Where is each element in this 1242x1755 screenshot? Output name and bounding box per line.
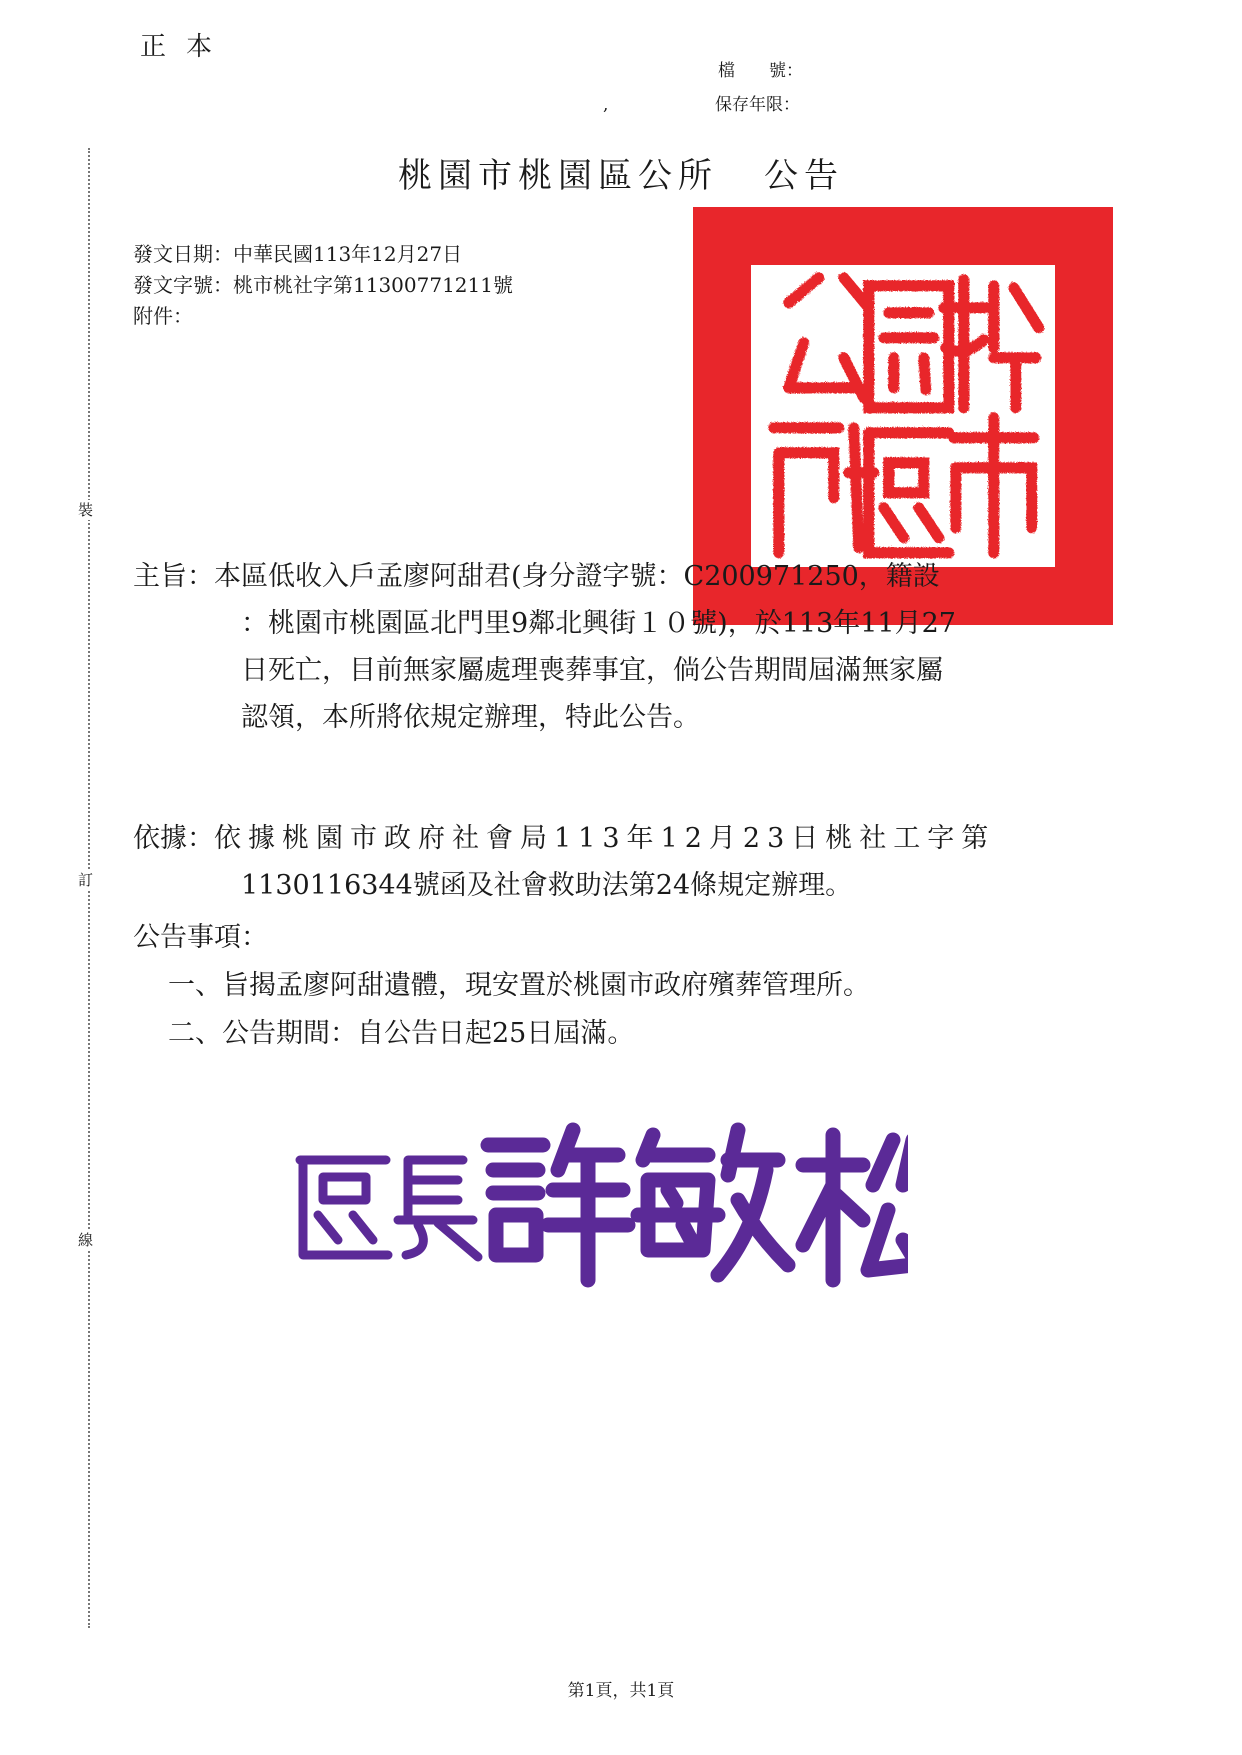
subject-line: ：桃園市桃園區北門里9鄰北興街１０號)，於113年11月27 (241, 608, 956, 639)
basis-line: 依據：依據桃園市政府社會局113年12月23日桃社工字第 (133, 823, 996, 854)
subject-label: 主旨： (133, 561, 214, 592)
issue-date: 發文日期：中華民國113年12月27日 (133, 242, 463, 266)
basis-line: 1130116344號函及社會救助法第24條規定辦理。 (241, 870, 853, 901)
subject-line: 日死亡，目前無家屬處理喪葬事宜，倘公告期間屆滿無家屬 (241, 655, 943, 686)
file-number-label: 檔 號： (718, 61, 803, 81)
binding-char-xian: 線 (78, 1231, 94, 1249)
notice-item: 一、旨揭孟廖阿甜遺體，現安置於桃園市政府殯葬管理所。 (168, 970, 870, 1001)
copy-label: 正本 (140, 32, 233, 62)
page-number: 第1頁，共1頁 (567, 1681, 675, 1701)
retention-label-row: , 保存年限： (603, 95, 800, 115)
basis-label: 依據： (133, 823, 214, 854)
subject-line: 認領，本所將依規定辦理，特此公告。 (241, 702, 700, 733)
retention-label: 保存年限： (715, 95, 800, 115)
page-title (0, 148, 1242, 197)
title-org: 桃園市桃園區公所 (398, 156, 718, 196)
director-signature-stamp (288, 1115, 908, 1295)
notice-heading: 公告事項： (133, 922, 268, 953)
subject-line: 主旨：本區低收入戶孟廖阿甜君(身分證字號：C200971250，籍設 (133, 561, 940, 592)
notice-item: 二、公告期間：自公告日起25日屆滿。 (168, 1018, 635, 1049)
binding-char-ding: 訂 (78, 871, 94, 889)
binding-char-zhuang: 裝 (78, 501, 94, 519)
issue-number: 發文字號：桃市桃社字第11300771211號 (133, 273, 513, 297)
basis-paragraph (133, 815, 1123, 909)
attachment-label: 附件： (133, 304, 193, 328)
subject-paragraph (133, 553, 1123, 741)
title-type: 公告 (764, 156, 844, 196)
